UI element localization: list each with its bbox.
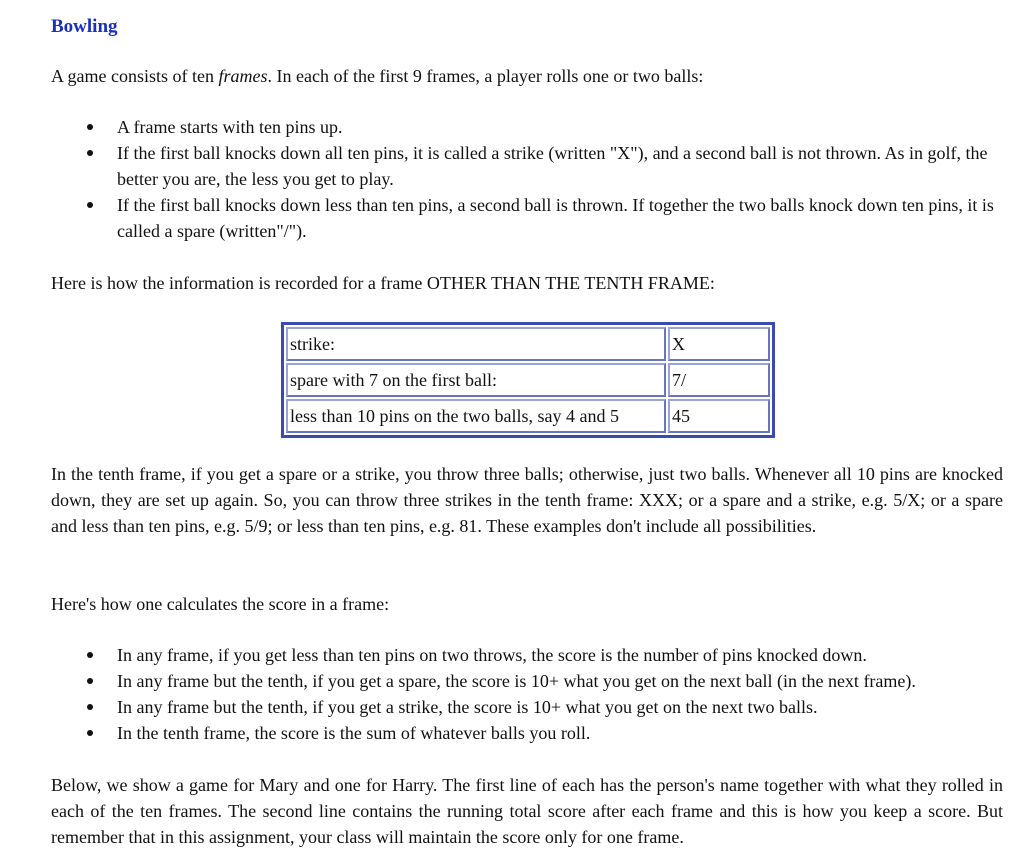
list-item: If the first ball knocks down less than ten pins, a second ball is thrown. If together the two balls knock down ten pins, it is called a spare (written"/"). — [51, 192, 1003, 244]
list-item: In any frame but the tenth, if you get a spare, the score is 10+ what you get on the next ball (in the next frame). — [51, 668, 1003, 694]
page-title: Bowling — [51, 16, 118, 37]
table-cell-value: 45 — [668, 399, 770, 433]
list-item: A frame starts with ten pins up. — [51, 114, 1003, 140]
list-item: If the first ball knocks down all ten pins, it is called a strike (written "X"), and a second ball is not thrown. As in golf, the better you are, the less you get to play. — [51, 140, 1003, 192]
intro-text-end: . In each of the first 9 frames, a player rolls one or two balls: — [267, 66, 704, 86]
closing-paragraph: Below, we show a game for Mary and one for Harry. The first line of each has the person's name together with what they rolled in each of the ten frames. The second line contains the running total score after each frame and this is how you keep a score. But remember that in this assignment, your class will maintain the score only for one frame. — [51, 775, 1003, 847]
list-item: In the tenth frame, the score is the sum of whatever balls you roll. — [51, 720, 1003, 746]
table-cell-value: 7/ — [668, 363, 770, 397]
score-rules-list — [51, 642, 1003, 746]
intro-emphasis: frames — [218, 66, 268, 86]
score-intro-paragraph: Here's how one calculates the score in a frame: — [51, 594, 390, 614]
list-item: In any frame, if you get less than ten pins on two throws, the score is the number of pins knocked down. — [51, 642, 1003, 668]
intro-paragraph — [51, 63, 1003, 89]
table-row — [286, 363, 770, 397]
record-intro-paragraph: Here is how the information is recorded for a frame OTHER THAN THE TENTH FRAME: — [51, 273, 715, 293]
table-cell-label: less than 10 pins on the two balls, say 4 and 5 — [286, 399, 666, 433]
table-cell-label: strike: — [286, 327, 666, 361]
tenth-frame-paragraph: In the tenth frame, if you get a spare or a strike, you throw three balls; otherwise, just two balls. Whenever all 10 pins are knocked down, they are set up again. So, you can throw three strikes in the tenth frame: XXX; or a spare and a strike, e.g. 5/X; or a spare and less than ten pins, e.g. 5/9; or less than ten pins, e.g. 81. These examples don't include all possibilities. — [51, 464, 1003, 536]
frame-rules-list — [51, 114, 1003, 244]
list-item: In any frame but the tenth, if you get a strike, the score is 10+ what you get on the next two balls. — [51, 694, 1003, 720]
table-row — [286, 399, 770, 433]
recording-table — [281, 322, 775, 438]
table-cell-label: spare with 7 on the first ball: — [286, 363, 666, 397]
table-cell-value: X — [668, 327, 770, 361]
intro-text-start: A game consists of ten — [51, 66, 219, 86]
table-row — [286, 327, 770, 361]
